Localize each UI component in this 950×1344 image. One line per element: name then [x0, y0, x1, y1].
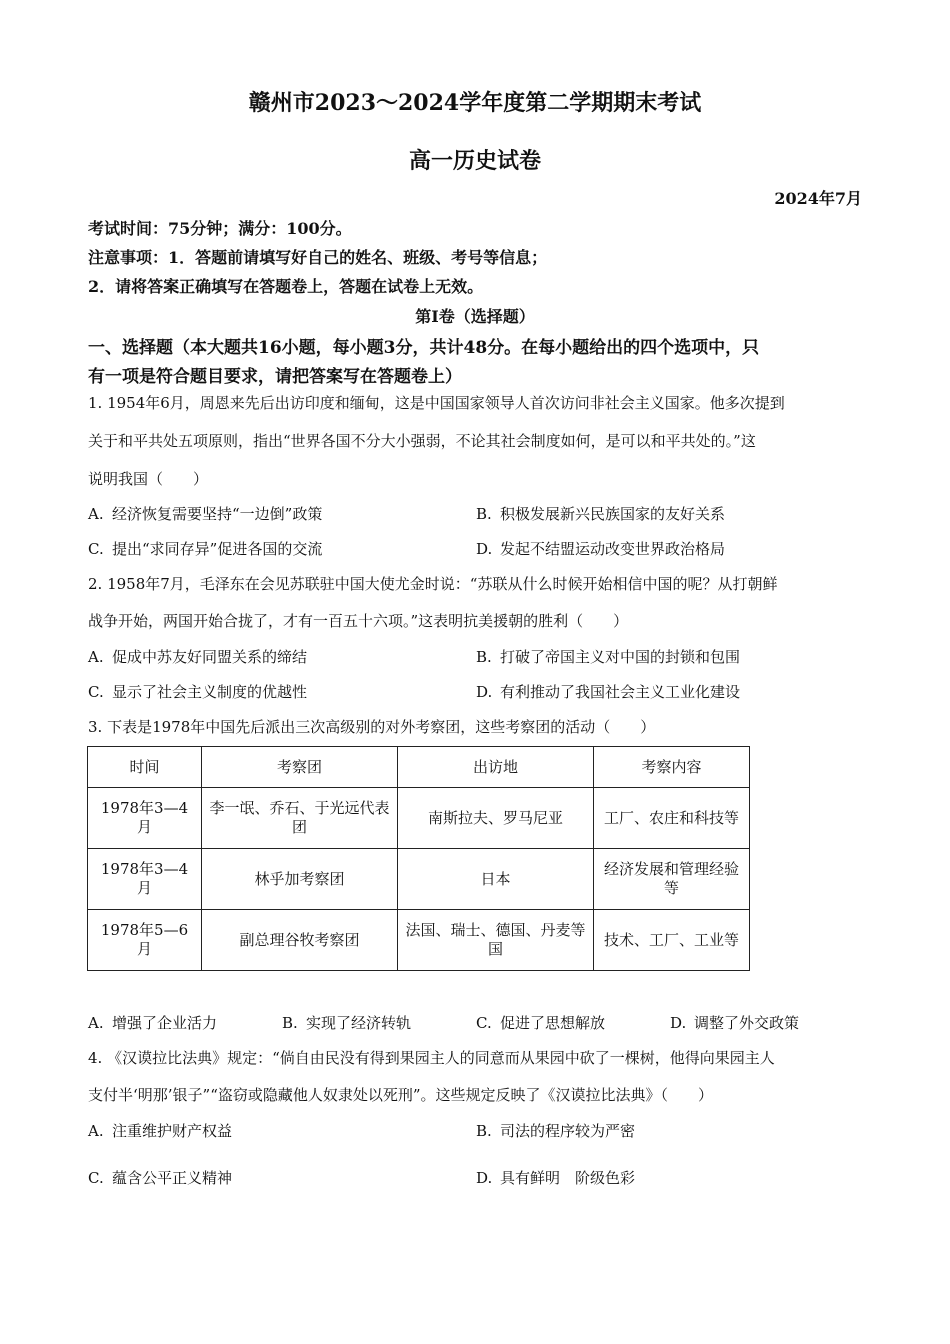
table-row: [88, 910, 750, 971]
q4-option-a[interactable]: [88, 1120, 232, 1141]
option-text: 发起不结盟运动改变世界政治格局: [500, 540, 726, 558]
option-text: 具有鲜明 阶级色彩: [500, 1169, 636, 1187]
section-heading-line2: 有一项是符合题目要求，请把答案写在答题卷上）: [88, 367, 462, 387]
option-letter: B.: [282, 1014, 298, 1032]
option-text: 增强了企业活力: [112, 1014, 218, 1032]
option-text: 蕴含公平正义精神: [112, 1169, 233, 1187]
option-letter: A.: [88, 1014, 104, 1032]
q1-option-a[interactable]: [88, 503, 322, 524]
q3-option-a[interactable]: [88, 1012, 217, 1033]
option-text: 司法的程序较为严密: [500, 1122, 636, 1140]
q1-line1: 1. 1954年6月，周恩来先后出访印度和缅甸，这是中国国家领导人首次访问非社会主义国家。他多次提到: [88, 394, 785, 412]
exam-time-info: 考试时间：75分钟；满分：100分。: [88, 219, 352, 238]
option-letter: C.: [88, 683, 104, 701]
option-text: 打破了帝国主义对中国的封锁和包围: [500, 648, 741, 666]
option-text: 经济恢复需要坚持“一边倒”政策: [112, 505, 323, 523]
option-letter: A.: [88, 505, 104, 523]
table-cell: 1978年5—6月: [88, 910, 202, 971]
q1-line2: 关于和平共处五项原则，指出“世界各国不分大小强弱，不论其社会制度如何，是可以和平共处的。”这: [88, 432, 756, 450]
option-letter: C.: [88, 540, 104, 558]
q4-line2: 支付半‘明那’银子”“盗窃或隐藏他人奴隶处以死刑”。这些规定反映了《汉谟拉比法典》（ ）: [88, 1086, 714, 1104]
table-cell: 法国、瑞士、德国、丹麦等国: [398, 910, 594, 971]
q2-line1: 2. 1958年7月，毛泽东在会见苏联驻中国大使尤金时说：“苏联从什么时候开始相信中国的呢？从打朝鲜: [88, 575, 778, 593]
table-cell: 南斯拉夫、罗马尼亚: [398, 788, 594, 849]
option-text: 促进了思想解放: [500, 1014, 606, 1032]
table-cell: 经济发展和管理经验等: [594, 849, 750, 910]
q1-line3: 说明我国（ ）: [88, 470, 209, 488]
q2-option-c[interactable]: [88, 681, 307, 702]
q1-option-b[interactable]: [476, 503, 725, 524]
exam-subtitle: 高一历史试卷: [408, 148, 541, 174]
q2-line2: 战争开始，两国开始合拢了，才有一百五十六项。”这表明抗美援朝的胜利（ ）: [88, 612, 629, 630]
table-cell: 副总理谷牧考察团: [202, 910, 398, 971]
table-cell: 工厂、农庄和科技等: [594, 788, 750, 849]
table-header-row: [88, 747, 750, 788]
table-header-cell: 时间: [88, 747, 202, 788]
q2-option-a[interactable]: [88, 646, 307, 667]
q4-option-c[interactable]: [88, 1167, 232, 1188]
option-letter: D.: [670, 1014, 687, 1032]
option-letter: B.: [476, 648, 492, 666]
table-row: [88, 788, 750, 849]
delegation-table: [87, 746, 750, 971]
section-heading-line1: 一、选择题（本大题共16小题，每小题3分，共计48分。在每小题给出的四个选项中，只: [88, 338, 760, 358]
table-cell: 日本: [398, 849, 594, 910]
option-text: 实现了经济转轨: [306, 1014, 412, 1032]
option-letter: B.: [476, 1122, 492, 1140]
option-letter: B.: [476, 505, 492, 523]
table-cell: 技术、工厂、工业等: [594, 910, 750, 971]
table-cell: 林乎加考察团: [202, 849, 398, 910]
q3-option-c[interactable]: [476, 1012, 605, 1033]
q3-line1: 3. 下表是1978年中国先后派出三次高级别的对外考察团，这些考察团的活动（ ）: [88, 718, 656, 736]
q4-line1: 4. 《汉谟拉比法典》规定：“倘自由民没有得到果园主人的同意而从果园中砍了一棵树，他得向果园主人: [88, 1049, 775, 1067]
table-row: [88, 849, 750, 910]
q3-option-d[interactable]: [670, 1012, 799, 1033]
option-letter: D.: [476, 540, 493, 558]
table-header-cell: 考察团: [202, 747, 398, 788]
option-letter: A.: [88, 1122, 104, 1140]
option-text: 提出“求同存异”促进各国的交流: [112, 540, 323, 558]
option-text: 调整了外交政策: [694, 1014, 800, 1032]
option-letter: D.: [476, 683, 493, 701]
q2-option-d[interactable]: [476, 681, 740, 702]
exam-title: 赣州市2023～2024学年度第二学期期末考试: [248, 90, 702, 116]
q4-option-b[interactable]: [476, 1120, 635, 1141]
option-text: 积极发展新兴民族国家的友好关系: [500, 505, 726, 523]
option-letter: C.: [476, 1014, 492, 1032]
q1-option-c[interactable]: [88, 538, 322, 559]
table-header-cell: 考察内容: [594, 747, 750, 788]
q3-option-b[interactable]: [282, 1012, 411, 1033]
table-cell: 1978年3—4月: [88, 849, 202, 910]
q2-option-b[interactable]: [476, 646, 740, 667]
volume-heading: 第Ⅰ卷（选择题）: [415, 307, 535, 326]
table-header-cell: 出访地: [398, 747, 594, 788]
table-cell: 李一氓、乔石、于光远代表团: [202, 788, 398, 849]
notice-2: 2．请将答案正确填写在答题卷上，答题在试卷上无效。: [88, 277, 484, 296]
q1-option-d[interactable]: [476, 538, 725, 559]
option-letter: A.: [88, 648, 104, 666]
option-text: 促成中苏友好同盟关系的缔结: [112, 648, 308, 666]
exam-date: 2024年7月: [774, 189, 862, 208]
option-text: 显示了社会主义制度的优越性: [112, 683, 308, 701]
q4-option-d[interactable]: [476, 1167, 635, 1188]
option-letter: C.: [88, 1169, 104, 1187]
table-cell: 1978年3—4月: [88, 788, 202, 849]
option-text: 注重维护财产权益: [112, 1122, 233, 1140]
option-text: 有利推动了我国社会主义工业化建设: [500, 683, 741, 701]
option-letter: D.: [476, 1169, 493, 1187]
notice-1: 注意事项：1．答题前请填写好自己的姓名、班级、考号等信息；: [88, 248, 548, 267]
